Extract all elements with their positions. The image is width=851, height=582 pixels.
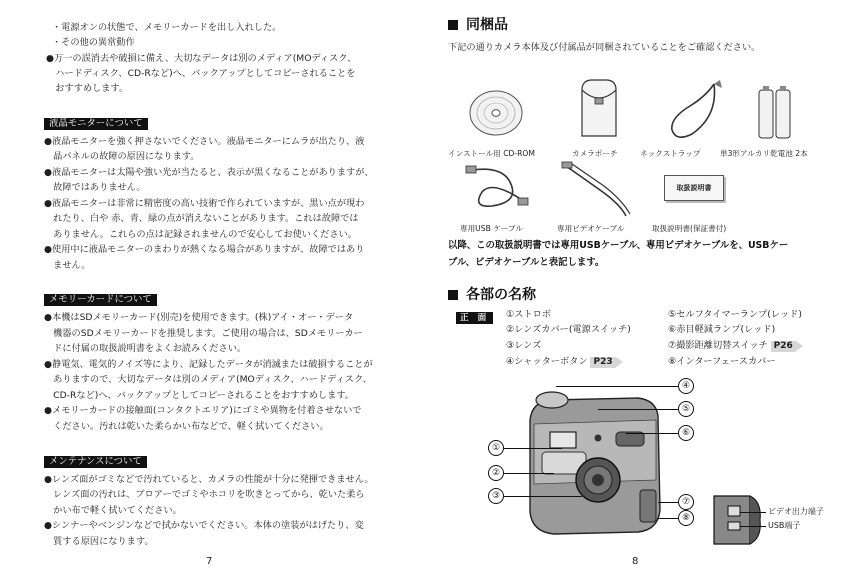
part-name: ②レンズカバー(電源スイッチ) [506,324,631,335]
front-view-label: 正 面 [456,312,493,324]
section-heading-lcd: 液晶モニターについて [44,118,148,130]
text-line: れたり、白や 赤、青、緑の点が消えないことがあります。これは故障では [44,213,359,224]
text-line: ドに付属の取扱説明書をよくお読みください。 [44,343,247,354]
text-line: ・電源オンの状態で、メモリーカードを出し入れした。 [52,22,282,33]
square-bullet-icon [448,290,458,300]
leader-line [740,526,766,527]
text-line: ●万一の誤消去や破損に備え、大切なデータは別のメディア(MOディスク、 [46,53,357,64]
part-name [668,340,796,352]
text-line: ・その他の異常動作 [52,37,135,48]
square-bullet-icon [448,20,458,30]
text-line: かい布で軽く拭いてください。 [44,505,182,516]
part-name: ⑥赤目軽減ランプ(レッド) [668,324,776,335]
text-line: ●レンズ面がゴミなどで汚れていると、カメラの性能が十分に発揮できません。 [44,474,374,485]
label-video-out: ビデオ出力端子 [768,507,824,516]
callout-7: ⑦ [678,494,694,510]
contents-intro: 下記の通りカメラ本体及び付属品が同梱されていることをご確認ください。 [448,42,761,53]
text-line: ●メモリーカードの接触面(コンタクトエリア)にゴミや異物を付着させないで [44,405,362,416]
section-heading-memory-card: メモリーカードについて [44,294,157,306]
text-line: ありません。これらの点は記録されませんので安心してお使いください。 [44,229,357,240]
text-line: ハードディスク、CD-Rなど)へ、バックアップとしてコピーされることを [46,68,356,79]
leader-line [658,518,678,519]
text-line: 機器のSDメモリーカードを推奨します。ご使用の場合は、SDメモリーカー [44,328,363,339]
text-line: ください。汚れは乾いた柔らかい布などで、軽く拭いてください。 [44,421,329,432]
text-line: ●本機はSDメモリーカード(別売)を使用できます。(株)アイ・オー・データ [44,312,354,323]
text-line: ●液晶モニターを強く押さないでください。液晶モニターにムラが出たり、液 [44,136,365,147]
camera-front-illustration [520,380,670,540]
callout-8: ⑧ [678,510,694,526]
text-line: 晶パネルの故障の原因になります。 [44,151,200,162]
cd-rom-icon [468,88,524,138]
text-line: ●静電気、電気的ノイズ等により、記録したデータが消滅または破損することが [44,359,373,370]
caption-manual: 取扱説明書(保証書付) [652,224,727,233]
part-name: ①ストロボ [506,309,551,320]
caption-usb-cable: 専用USB ケーブル [460,224,523,233]
text-line: ●液晶モニターは太陽や強い光が当たると、表示が黒くなることがありますが、 [44,167,374,178]
caption-cd-rom: インストール用 CD-ROM [448,149,535,158]
section-title-parts [448,286,536,304]
part-name-text: ④シャッターボタン [506,356,588,367]
text-line: 質する原因になります。 [44,536,154,547]
neck-strap-icon [662,76,728,144]
text-line: おすすめします。 [46,83,129,94]
callout-2: ② [488,465,504,481]
label-usb-port: USB端子 [768,521,801,530]
usb-cable-icon [462,162,532,214]
manual-booklet: 取扱説明書 [664,175,724,201]
page-number: 7 [206,556,213,567]
note-line: ブル、ビデオケーブルと表記します。 [448,257,605,268]
caption-strap: ネックストラップ [640,149,701,158]
part-name: ⑤セルフタイマーランプ(レッド) [668,309,802,320]
callout-5: ⑤ [678,401,694,417]
section-title-text: 各部の名称 [466,287,536,303]
section-title-contents [448,16,508,34]
leader-line [556,386,678,387]
text-line: 故障ではありません。 [44,182,146,193]
callout-1: ① [488,440,504,456]
callout-6: ⑥ [678,425,694,441]
interface-ports-inset [710,492,766,548]
video-cable-icon [560,160,636,220]
section-title-text: 同梱品 [466,17,508,33]
leader-line [658,502,678,503]
text-line: ●液晶モニターは非常に精密度の高い技術で作られていますが、黒い点が現わ [44,198,365,209]
text-line: CD-Rなど)へ、バックアップとしてコピーされることをおすすめします。 [44,390,354,401]
caption-video-cable: 専用ビデオケーブル [557,224,625,233]
leader-line [740,512,766,513]
note-line: 以降、この取扱説明書では専用USBケーブル、専用ビデオケーブルを、USBケー [448,240,789,251]
caption-pouch: カメラポーチ [572,149,618,158]
text-line: ありますので、大切なデータは別のメディア(MOディスク、ハードディスク、 [44,374,372,385]
part-name-text: ⑦撮影距離切替スイッチ [668,340,768,351]
camera-pouch-icon [576,76,622,142]
leader-line [598,409,678,410]
callout-3: ③ [488,488,504,504]
text-line: レンズ面の汚れは、ブロアーでゴミやホコリを吹きとってから、乾いた柔ら [44,489,365,500]
caption-batteries: 単3形アルカリ乾電池 2本 [720,149,808,158]
leader-line [504,473,554,474]
page-ref-p23: P23 [590,357,615,368]
section-heading-maintenance: メンテナンスについて [44,456,147,468]
part-name: ③レンズ [506,340,542,351]
page-ref-p26: P26 [771,341,796,352]
part-name: ⑧インターフェースカバー [668,356,776,367]
text-line: ●シンナーやベンジンなどで拭かないでください。本体の塗装がはげたり、変 [44,520,364,531]
text-line: ●使用中に液晶モニターのまわりが熱くなる場合がありますが、故障ではあり [44,244,365,255]
batteries-icon [756,82,794,142]
leader-line [626,433,678,434]
leader-line [504,496,582,497]
leader-line [504,448,562,449]
part-name [506,356,616,368]
page-number: 8 [632,556,639,567]
text-line: ません。 [44,260,91,271]
callout-4: ④ [678,378,694,394]
